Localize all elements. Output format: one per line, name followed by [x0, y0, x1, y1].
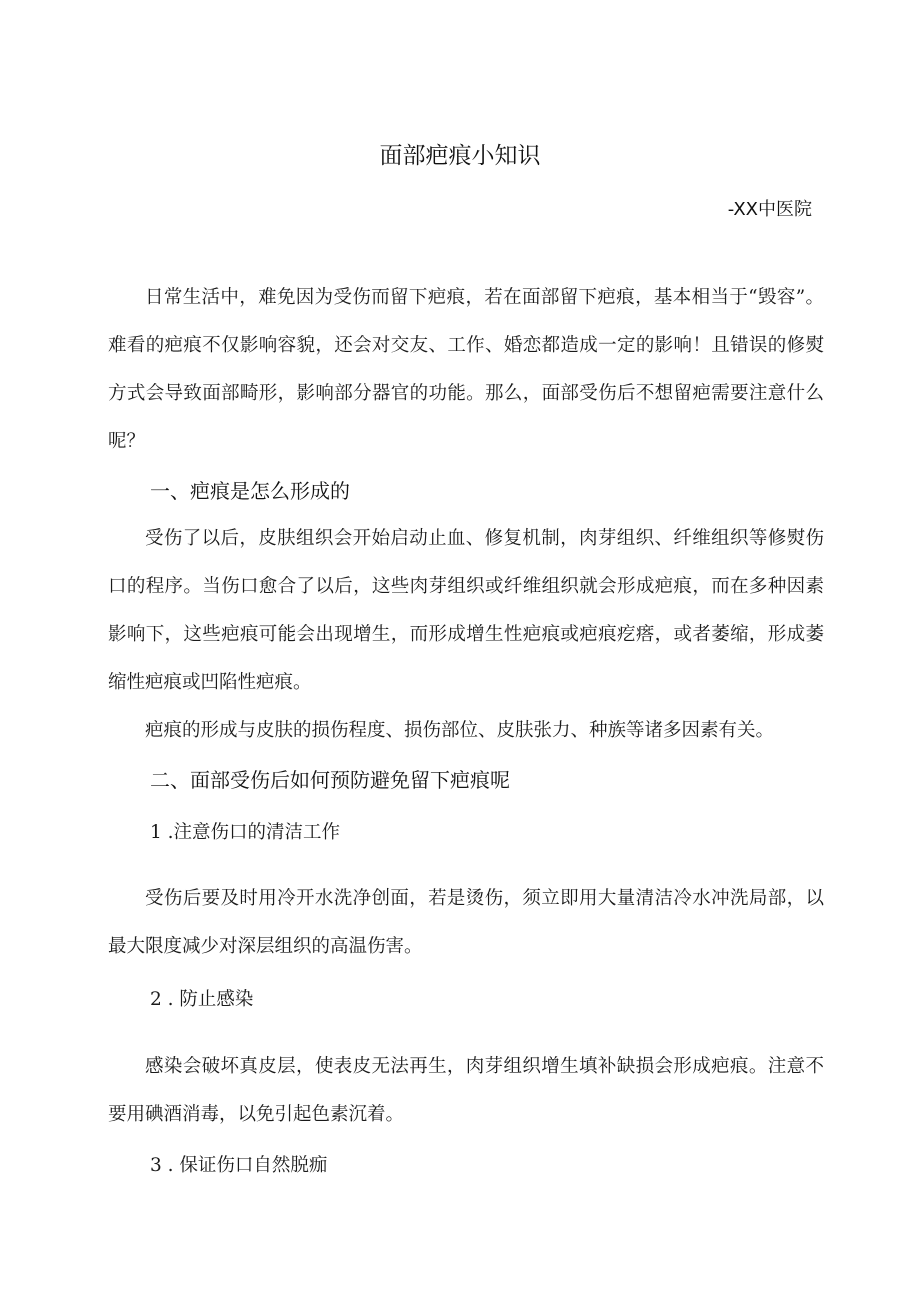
- intro-paragraph: 日常生活中，难免因为受伤而留下疤痕，若在面部留下疤痕，基本相当于“毁容”。难看的疤痕不仅影响容貌，还会对交友、工作、婚恋都造成一定的影响！且错误的修熨方式会导致面部畸形，影响部分器官的功能。那么，面部受伤后不想留疤需要注意什么呢？: [108, 287, 824, 452]
- item-2-text: 感染会破坏真皮层，使表皮无法再生，肉芽组织增生填补缺损会形成疤痕。注意不要用碘酒消毒，以免引起色素沉着。: [108, 1056, 824, 1125]
- item-1-text: 受伤后要及时用冷开水洗净创面，若是烫伤，须立即用大量清洁冷水冲洗局部，以最大限度减少对深层组织的高温伤害。: [108, 888, 824, 957]
- document-author: -XX中医院: [727, 199, 812, 220]
- item-3-title: 3 . 保证伤口自然脱痂: [150, 1155, 328, 1176]
- item-2-title: 2 . 防止感染: [150, 989, 254, 1010]
- section-2-heading: 二、面部受伤后如何预防避免留下疤痕呢: [150, 768, 510, 792]
- item-1-title: 1 .注意伤口的清洁工作: [150, 822, 341, 843]
- document-title: 面部疤痕小知识: [379, 143, 541, 169]
- section-1-heading: 一、疤痕是怎么形成的: [150, 479, 350, 503]
- section-1-paragraph-1: 受伤了以后，皮肤组织会开始启动止血、修复机制，肉芽组织、纤维组织等修熨伤口的程序。当伤口愈合了以后，这些肉芽组织或纤维组织就会形成疤痕，而在多种因素影响下，这些疤痕可能会出现增生，而形成增生性疤痕或疤痕疙瘩，或者萎缩，形成萎缩性疤痕或凹陷性疤痕。: [108, 528, 824, 693]
- section-1-paragraph-2: 疤痕的形成与皮肤的损伤程度、损伤部位、皮肤张力、种族等诸多因素有关。: [145, 720, 775, 741]
